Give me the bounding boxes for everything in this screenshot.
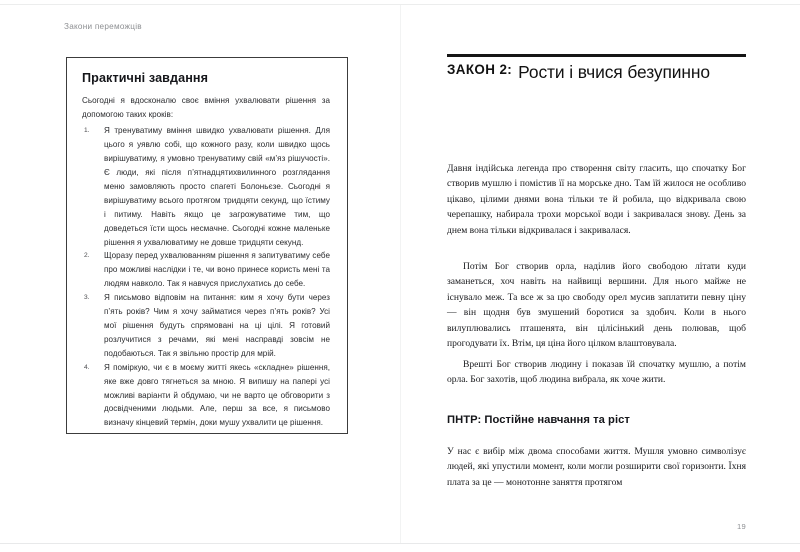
section-heading: ПНТР: Постійне навчання та ріст — [447, 414, 630, 426]
body-paragraph: У нас є вибір між двома способами життя. Мушля умовно символізує людей, які упустили момент, коли могли розширити свої горизонти. Їхня плата за це — монотонне заняття протягом — [447, 446, 746, 488]
exercise-list — [82, 124, 330, 430]
body-paragraph: Потім Бог створив орла, наділив його свободою літати куди заманеться, хоч навіть на найвищі вершини. Для нього майже не існувало меж. Та все ж за цю свободу орел мусив заплатити певну ціну — він щодня був змушений боротися за здобич. Коли в нього вилуплювались пташенята, він цілісінький день полював, щоб прогодувати їх. Втім, ця ціна його цілком влаштовувала. — [447, 261, 746, 350]
list-item — [82, 124, 330, 249]
list-item-text: Я поміркую, чи є в моєму житті якесь «складне» рішення, яке вже довго тягнеться за мною. Я випишу на папері усі можливі варіанти й обдумаю, чи не варто це обговорити з досвідченими людьми. Але, перш за все, я письмово визначу кінцевий термін, доки мушу ухвалити це рішення. — [104, 362, 330, 428]
list-item-text: Я тренуватиму вміння швидко ухвалювати рішення. Для цього я уявлю собі, що кожного разу, коли швидко щось вирішуватиму, я умовно тренуватиму свій «м’яз рішучості». Є люди, які після п’ятнадцятихвилинного розглядання меню замовляють просто спагеті Болоньєзе. Сьогодні я вирішуватиму всього протягом тридцяти секунд, що їстиму і питиму. Навіть якщо це загрожуватиме тим, що доведеться їсти щось несмачне. Сьогодні кожне маленьке рішення я ухвалюватиму не довше тридцяти секунд. — [104, 126, 330, 247]
list-item — [82, 291, 330, 361]
list-item-marker: 2. — [84, 252, 90, 260]
page-gutter-divider — [400, 5, 401, 544]
list-item-marker: 4. — [84, 363, 90, 371]
right-page — [447, 0, 746, 552]
list-item-text: Я письмово відповім на питання: ким я хочу бути через п’ять років? Чим я хочу займатися через п’ять років? Усі мої рішення будуть спрямовані на ці цілі. Я готовий розлучитися з речами, які мені насправді зовсім не подобаються. Так я звільню простір для мрій. — [104, 293, 330, 358]
list-item-marker: 3. — [84, 294, 90, 302]
body-paragraph: Давня індійська легенда про створення світу гласить, що спочатку Бог створив мушлю і помістив її на морське дно. Там їй жилося не особливо цікаво, цілими днями вона тільки те й робила, що відкривала свою черепашку, набирала трохи морської води і закривалася знову. День за днем вона тільки відкривалася і закривалася. — [447, 163, 746, 236]
page-number: 19 — [736, 522, 746, 531]
chapter-rule-divider — [447, 54, 746, 57]
list-item-marker: 1. — [84, 127, 90, 135]
chapter-number-label: ЗАКОН 2: — [447, 62, 513, 77]
practical-exercises-box — [66, 57, 348, 434]
chapter-heading — [447, 62, 746, 84]
chapter-title: Рости і вчися безупинно — [518, 62, 710, 82]
list-item — [82, 361, 330, 431]
running-head: Закони переможців — [64, 22, 142, 31]
list-item-text: Щоразу перед ухвалюванням рішення я запитуватиму себе про можливі наслідки і те, чи воно принесе користь мені та людям навколо. Так я навчуся прислухатись до себе. — [104, 251, 330, 289]
exercise-box-title: Практичні завдання — [82, 71, 209, 85]
list-item — [82, 249, 330, 291]
body-paragraph: Врешті Бог створив людину і показав їй спочатку мушлю, а потім орла. Бог захотів, щоб людина вибрала, як хоче жити. — [447, 359, 746, 386]
exercise-box-intro: Сьогодні я вдосконалю своє вміння ухвалювати рішення за допомогою таких кроків: — [82, 96, 330, 120]
